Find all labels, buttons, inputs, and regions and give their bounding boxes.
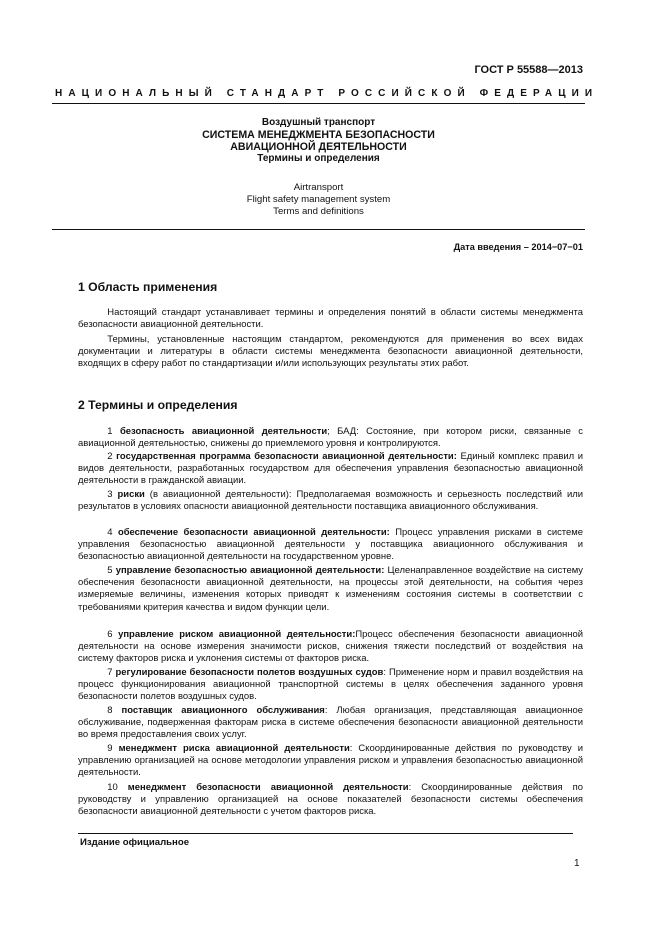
- page-number: 1: [574, 858, 580, 869]
- term-6: [78, 629, 583, 666]
- term-definition: Целенаправленное воздействие на систему обеспечения безопасности авиационной деятельности, на процессы этой деятельности, на события через измеряемые величины, изменения которых приводят к изменениям состояния системы в соответствии с требованиями критерия качества и видом функции цели.: [78, 565, 584, 613]
- term-number: 2: [107, 451, 113, 462]
- term-7: [78, 667, 583, 704]
- term-definition: : Скоординированные действия по руководству и управлению организацией на основе методологии управления риском и управления безопасностью авиационной деятельности.: [78, 743, 583, 779]
- title-en-3: Terms and definitions: [273, 206, 364, 217]
- term-name: менеджмент риска авиационной деятельности: [118, 743, 350, 754]
- term-2: [78, 451, 583, 488]
- term-3: [78, 489, 583, 513]
- term-8: [78, 705, 583, 742]
- date-of-introduction: Дата введения – 2014−07−01: [453, 242, 583, 252]
- term-number: 8: [107, 705, 113, 716]
- term-number: 1: [107, 426, 113, 437]
- section-1-paragraph-1: Настоящий стандарт устанавливает термины и определения понятий в области системы менеджмента безопасности авиационной деятельности.: [78, 307, 583, 331]
- national-standard-banner: НАЦИОНАЛЬНЫЙ СТАНДАРТ РОССИЙСКОЙ ФЕДЕРАЦИИ: [55, 88, 599, 99]
- term-number: 9: [107, 743, 113, 754]
- official-edition-note: Издание официальное: [80, 837, 190, 848]
- term-definition: Процесс обеспечения безопасности авиационной деятельности на основе измерения значимости рисков, снижения тяжести последствий от воздействия на систему факторов риска и уклонения системы от факторов риска.: [78, 629, 583, 665]
- term-name: безопасность авиационной деятельности: [119, 426, 328, 437]
- term-name: управление безопасностью авиационной деятельности:: [115, 565, 385, 576]
- title-terms: Термины и определения: [257, 153, 380, 164]
- term-name: менеджмент безопасности авиационной деятельности: [127, 782, 409, 793]
- term-5: [78, 565, 583, 614]
- title-block: [52, 117, 585, 218]
- term-number: 4: [107, 527, 113, 538]
- term-name: государственная программа безопасности авиационной деятельности:: [116, 451, 457, 462]
- term-name: управление риском авиационной деятельности:: [118, 629, 356, 640]
- term-definition: : Скоординированные действия по руководству и управлению организацией на основе показателей безопасности системы обеспечения безопасности авиационной деятельности с учетом факторов риска.: [78, 782, 584, 818]
- term-number: 5: [107, 565, 113, 576]
- section-1-paragraph-2: Термины, установленные настоящим стандартом, рекомендуются для применения во всех видах документации и литературы в области системы менеджмента безопасности авиационной деятельности, входящих в сферу работ по стандартизации и/или использующих результаты этих работ.: [78, 334, 583, 370]
- term-name: поставщик авиационного обслуживания: [121, 705, 325, 716]
- term-definition: : Любая организация, представляющая авиационное обслуживание, подверженная факторам риска в системе обеспечения безопасности авиационной деятельности во время предоставления своих услуг.: [78, 705, 583, 741]
- term-name: обеспечение безопасности авиационной деятельности:: [117, 527, 390, 538]
- term-definition: (в авиационной деятельности): Предполагаемая возможность и серьезность последствий или результатов в условиях опасности авиационной деятельности поставщика авиационного обслуживания.: [78, 489, 584, 513]
- term-name: регулирование безопасности полетов воздушных судов: [115, 667, 384, 678]
- title-rule: [52, 229, 585, 230]
- term-1: [78, 426, 583, 450]
- term-number: 10: [107, 782, 118, 793]
- title-main-line-2: АВИАЦИОННОЙ ДЕЯТЕЛЬНОСТИ: [230, 141, 407, 153]
- title-main-line-1: СИСТЕМА МЕНЕДЖМЕНТА БЕЗОПАСНОСТИ: [202, 129, 435, 141]
- term-definition: Процесс управления рисками в системе управления безопасностью авиационной деятельности у поставщика авиационного обслуживания и безопасностью авиационной деятельности на государственном уровне.: [78, 527, 584, 563]
- title-en-2: Flight safety management system: [246, 194, 391, 205]
- term-definition: ; БАД: Состояние, при котором риски, связанные с авиационной деятельностью, снижены до приемлемого уровня и контролируются.: [78, 426, 583, 450]
- title-en-1: Airtransport: [293, 182, 344, 193]
- term-number: 7: [107, 667, 113, 678]
- term-number: 3: [107, 489, 113, 500]
- term-name: риски: [117, 489, 145, 500]
- term-4: [78, 527, 583, 564]
- section-1-heading: 1 Область применения: [78, 280, 218, 294]
- term-definition: Единый комплекс правил и видов деятельности, разработанных государством для обеспечения управления безопасностью авиационной деятельности в гражданской авиации.: [78, 451, 584, 487]
- title-subject: Воздушный транспорт: [261, 117, 376, 128]
- term-definition: : Применение норм и правил воздействия на процесс функционирования авиационной транспортной системы в целях обеспечения заданного уровня безопасности полетов воздушных судов.: [78, 667, 583, 703]
- top-rule: [52, 103, 585, 104]
- section-2-heading: 2 Термины и определения: [78, 398, 238, 412]
- term-9: [78, 743, 583, 780]
- term-10: [78, 782, 583, 819]
- term-number: 6: [107, 629, 113, 640]
- document-code: ГОСТ Р 55588—2013: [474, 64, 583, 76]
- footer-rule: [78, 833, 573, 834]
